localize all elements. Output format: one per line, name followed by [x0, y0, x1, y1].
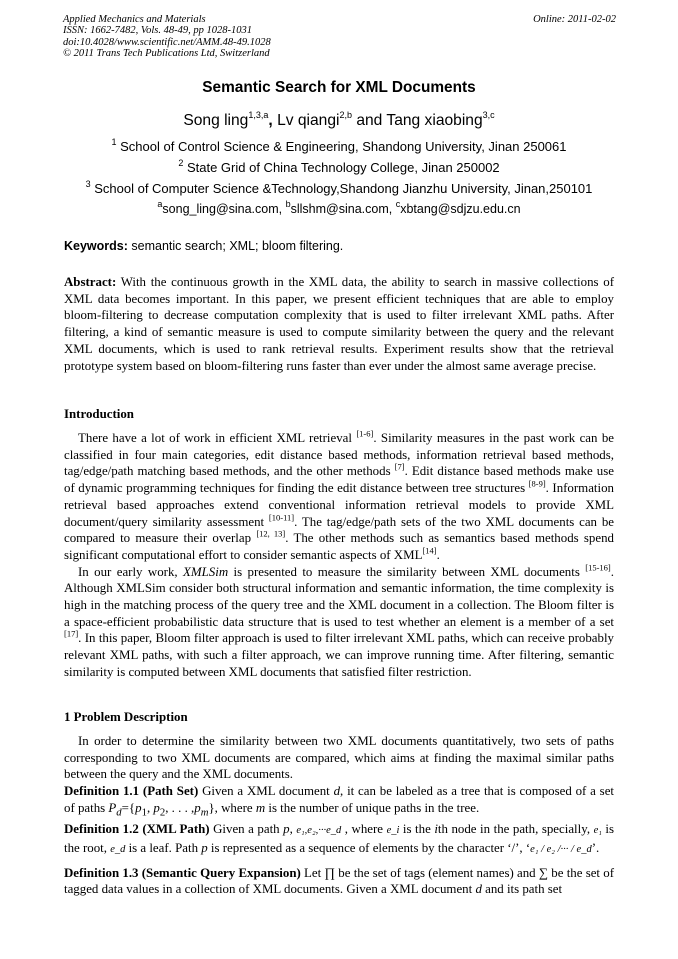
math-var: e_d: [110, 843, 126, 855]
math-var: p: [201, 840, 208, 855]
issn-line: ISSN: 1662-7482, Vols. 48-49, pp 1028-1031: [63, 25, 252, 37]
def-text: is the root,: [64, 822, 615, 855]
citation: [8-9]: [528, 478, 546, 489]
definition-label: Definition 1.1: [64, 784, 140, 799]
math-var: p: [153, 800, 160, 815]
intro-paragraph-2: [64, 564, 614, 681]
intro-p1-text: . The tag/edge/path sets of the two XML documents can be compared to measure their overlap: [64, 514, 614, 546]
intro-p1-text: . Edit distance based methods make use of dynamic programming techniques for finding the edit distance between tree structures: [64, 464, 614, 496]
email-b: sllshm@sina.com,: [290, 202, 396, 216]
citation: [12, 13]: [256, 528, 286, 539]
math-expression: e₁ / e₂ /··· / e_d: [530, 843, 592, 855]
journal-name: Applied Mechanics and Materials: [63, 14, 206, 25]
definition-name: (XML Path): [142, 822, 210, 837]
affiliation-2-sup: 2: [178, 157, 184, 168]
math-var: p: [135, 800, 142, 815]
citation: [10-11]: [268, 512, 295, 523]
email-a: song_ling@sina.com,: [162, 202, 286, 216]
math-var: i: [434, 822, 438, 837]
citation: [15-16]: [585, 562, 611, 573]
intro-p1-text: . Information retrieval based approaches extend conventional information retrieval models to provide XML document/query similarity assessment: [64, 481, 614, 529]
affiliation-1-sup: 1: [111, 136, 117, 147]
definition-label: Definition 1.3: [64, 865, 139, 880]
citation: [14]: [422, 545, 437, 556]
math-var: d: [475, 882, 482, 897]
definition-label: Definition 1.2: [64, 822, 139, 837]
math-sub: d: [116, 806, 122, 819]
journal-header: [63, 14, 616, 60]
math-var: p: [283, 822, 290, 837]
intro-p2-text: . Although XMLSim consider both structural information and semantic information, the time complexity is high in the matching process of the query tree and the XML document in a collection. The Bloom filter is a space-efficient probabilistic data structure that is used to test whether an element is a member of a set: [64, 564, 614, 629]
citation: [1-6]: [356, 428, 374, 439]
author-and: and: [352, 112, 387, 129]
author-2-sup: 2,b: [339, 109, 352, 120]
affiliation-3-sup: 3: [85, 178, 91, 189]
intro-p1-text: .: [436, 547, 440, 562]
xmlsim-term: XMLSim: [183, 564, 229, 579]
def-text: is a leaf. Path: [125, 840, 202, 855]
author-1-sup: 1,3,a: [248, 109, 269, 120]
keywords-text: semantic search; XML; bloom filtering.: [127, 239, 344, 253]
definition-1-2: [64, 821, 614, 858]
math-var: p: [194, 800, 201, 815]
def-text: ,: [289, 822, 297, 837]
math-var: d: [333, 784, 341, 799]
def-text: Let ∏ be the set of tags (element names) and ∑ be the set of tagged data values in a collection of XML documents. Given a XML document: [64, 865, 614, 897]
email-a-sup: a: [157, 198, 163, 209]
author-emails: [0, 198, 678, 216]
copyright-line: © 2011 Trans Tech Publications Ltd, Switzerland: [63, 48, 270, 60]
email-b-sup: b: [285, 198, 291, 209]
def-text: is the: [399, 822, 435, 837]
intro-p2-text: In our early work,: [78, 564, 184, 579]
affiliation-3-text: School of Computer Science &Technology,Shandong Jianzhu University, Jinan,250101: [94, 181, 593, 196]
email-c: xbtang@sdjzu.edu.cn: [400, 202, 521, 216]
email-c-sup: c: [395, 198, 401, 209]
def-text: Given a XML document: [198, 784, 334, 799]
author-2: Lv qiangi: [277, 112, 340, 129]
intro-body: [64, 430, 614, 681]
definition-1-3: [64, 865, 614, 898]
affiliation-1-text: School of Control Science & Engineering, Shandong University, Jinan 250061: [120, 139, 567, 154]
def-text: Given a path: [209, 822, 284, 837]
def-text: ={: [121, 800, 136, 815]
doi-line: doi:10.4028/www.scientific.net/AMM.48-49.1028: [63, 36, 271, 48]
math-var: P: [108, 800, 117, 815]
problem-body: [64, 733, 614, 898]
def-text: , where: [341, 822, 387, 837]
def-text: , it can be labeled as a tree that is composed of a set of paths: [64, 784, 615, 815]
abstract-label: Abstract:: [64, 275, 117, 289]
math-var: e₁: [593, 825, 602, 837]
author-list: [0, 109, 678, 130]
author-3: Tang xiaobing: [386, 112, 483, 129]
math-sub: 2: [159, 806, 166, 819]
problem-heading: 1 Problem Description: [64, 710, 188, 724]
def-text: is the number of unique paths in the tree.: [265, 800, 480, 815]
intro-p1-text: . Similarity measures in the past work can be classified in four main categories, edit distance based methods, information retrieval based methods, tag/edge/path matching based methods, and the other methods: [64, 431, 614, 479]
keywords-label: Keywords:: [64, 239, 128, 253]
citation: [17]: [64, 629, 79, 640]
paper-title: Semantic Search for XML Documents: [202, 79, 476, 96]
abstract: [64, 274, 614, 374]
affiliation-3: [0, 178, 678, 196]
math-var: e_i: [386, 825, 400, 837]
affiliation-2: [0, 157, 678, 175]
definition-name: (Path Set): [142, 784, 199, 799]
problem-paragraph: In order to determine the similarity between two XML documents quantitatively, two sets of paths corresponding to two XML documents are compared, which aims at finding the maximal similar paths between the query and the XML documents.: [64, 734, 614, 782]
intro-heading: Introduction: [64, 407, 134, 421]
author-3-sup: 3,c: [482, 109, 495, 120]
def-text: , . . . ,: [165, 800, 195, 815]
intro-p1-text: There have a lot of work in efficient XML retrieval: [78, 431, 357, 445]
def-text: is represented as a sequence of elements by the character ‘/’, ‘: [207, 840, 531, 855]
math-expression: e₁,e₂,···e_d: [296, 825, 342, 837]
intro-p2-text: . In this paper, Bloom filter approach is used to filter irrelevant XML paths, which can receive probably relevant XML paths, with such a filter approach, we can improve running time. After filtering, semantic similarity is computed between XML documents that satisfied filter restriction.: [64, 631, 614, 679]
abstract-text: With the continuous growth in the XML data, the ability to search in massive collections of XML data becomes important. In this paper, we present efficient techniques that are able to employ bloom-filtering to decrease computation complexity that is used to filter irrelevant XML paths. After filtering, a kind of semantic measure is used to compute similarity between the query and the relevant XML documents, which is used to rank retrieval results. Experiment results show that the retrieval prototype system based on bloom-filtering runs faster than ever under the almost same average precise.: [64, 275, 614, 373]
def-text: ,: [146, 800, 154, 815]
intro-paragraph-1: [64, 430, 614, 564]
citation: [7]: [394, 462, 405, 473]
keywords: [64, 239, 343, 253]
author-1: Song ling: [183, 112, 249, 129]
def-text: ’.: [591, 840, 600, 855]
math-sub: m: [200, 806, 209, 819]
def-text: and its path set: [481, 882, 563, 897]
def-text: }, where: [208, 800, 256, 815]
math-sub: 1: [141, 806, 147, 819]
definition-name: (Semantic Query Expansion): [141, 865, 301, 880]
math-var: m: [255, 800, 266, 815]
definition-1-1: [64, 783, 614, 821]
intro-p1-text: . The other methods such as semantics based methods spend significant computational effort to consider semantic aspects of XML: [64, 531, 614, 562]
affiliation-2-text: State Grid of China Technology College, Jinan 250002: [186, 160, 500, 175]
author-separator: ,: [268, 112, 278, 129]
intro-p2-text: is presented to measure the similarity between XML documents: [228, 564, 586, 579]
def-text: th node in the path, specially,: [437, 822, 594, 837]
affiliation-1: [0, 136, 678, 154]
online-date: Online: 2011-02-02: [533, 14, 616, 25]
